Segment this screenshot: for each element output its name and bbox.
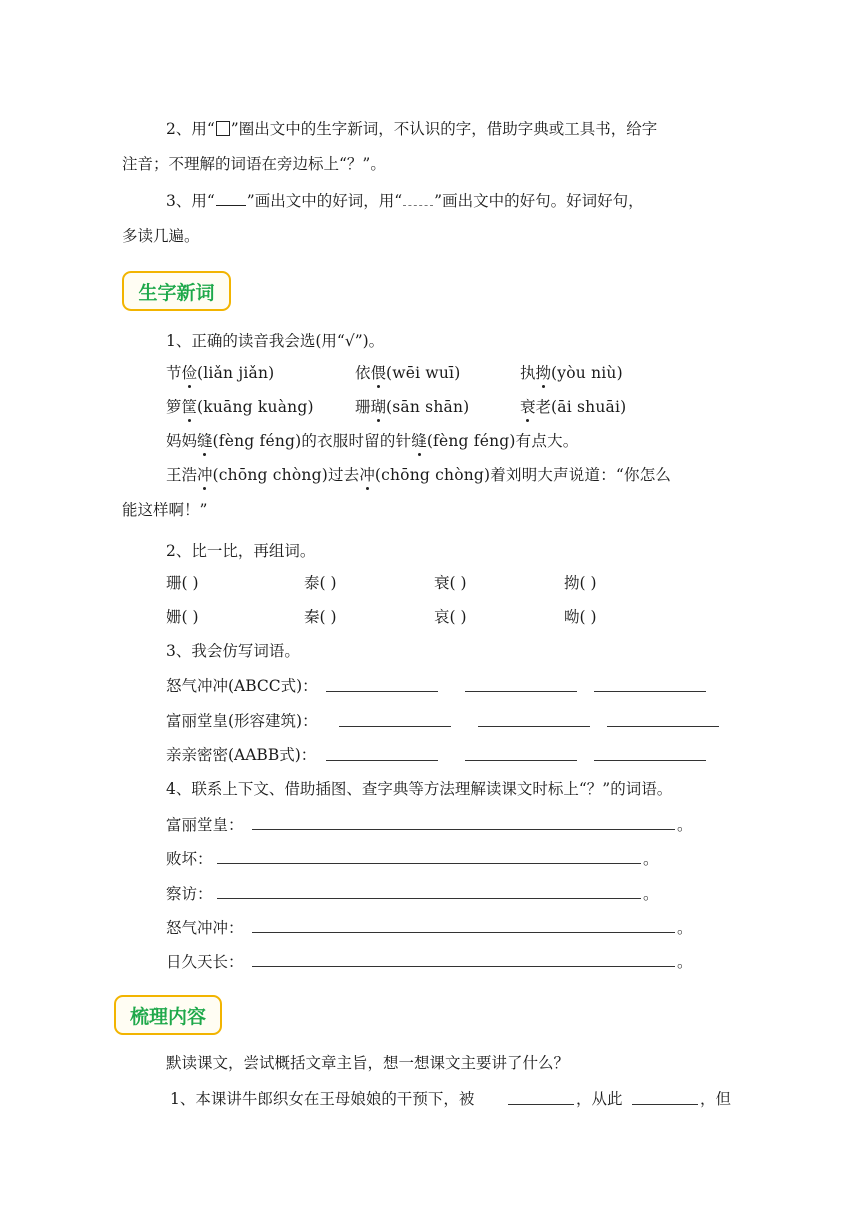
dashed-underline-symbol	[403, 191, 433, 206]
imitate-label: 怒气冲冲(ABCC式)：	[166, 677, 318, 695]
question-1-title: 1、正确的读音我会选(用“√”)。	[166, 332, 385, 350]
pronunciation-item: 箩筐(kuāng kuàng)	[166, 398, 314, 416]
compare-item: 姗( )	[166, 608, 199, 626]
imitate-label: 富丽堂皇(形容建筑)：	[166, 712, 318, 730]
solid-underline-symbol	[216, 191, 246, 206]
instruction-3-line2: 多读几遍。	[122, 227, 200, 245]
answer-blank[interactable]	[632, 1104, 698, 1105]
compare-item: 珊( )	[166, 574, 199, 592]
box-symbol-icon	[216, 121, 230, 136]
pronunciation-item: 依偎(wēi wuī)	[355, 364, 461, 382]
question-2-title: 2、比一比，再组词。	[166, 542, 316, 560]
section2-intro: 默读课文，尝试概括文章主旨，想一想课文主要讲了什么？	[166, 1054, 570, 1072]
compare-item: 泰( )	[304, 574, 337, 592]
compare-item: 衰( )	[434, 574, 467, 592]
period: 。	[677, 919, 693, 937]
question-3-title: 3、我会仿写词语。	[166, 642, 300, 660]
pronunciation-sentence-2-cont: 能这样啊！”	[122, 501, 208, 519]
section-badge-new-words: 生字新词	[122, 271, 231, 311]
answer-blank[interactable]	[465, 691, 577, 692]
pronunciation-sentence-1: 妈妈缝(fèng féng)的衣服时留的针缝(fèng féng)有点大。	[166, 432, 579, 450]
answer-blank[interactable]	[252, 932, 675, 933]
pronunciation-sentence-2: 王浩冲(chōng chòng)过去冲(chōng chòng)着刘明大声说道：“你怎么	[166, 466, 672, 484]
section2-question-1: 1、本课讲牛郎织女在王母娘娘的干预下，被	[170, 1090, 475, 1108]
period: 。	[643, 850, 659, 868]
answer-blank[interactable]	[594, 691, 706, 692]
answer-blank[interactable]	[478, 726, 590, 727]
answer-blank[interactable]	[594, 760, 706, 761]
period: 。	[677, 816, 693, 834]
compare-item: 秦( )	[304, 608, 337, 626]
explain-label: 察访：	[166, 885, 213, 903]
answer-blank[interactable]	[607, 726, 719, 727]
compare-item: 哀( )	[434, 608, 467, 626]
answer-blank[interactable]	[217, 863, 641, 864]
compare-item: 呦( )	[564, 608, 597, 626]
section2-question-1-cont: ，从此	[576, 1090, 623, 1108]
section-badge-content: 梳理内容	[114, 995, 222, 1035]
pronunciation-item: 执拗(yòu niù)	[520, 364, 623, 382]
answer-blank[interactable]	[326, 691, 438, 692]
explain-label: 日久天长：	[166, 953, 244, 971]
explain-label: 怒气冲冲：	[166, 919, 244, 937]
answer-blank[interactable]	[252, 829, 675, 830]
answer-blank[interactable]	[339, 726, 451, 727]
answer-blank[interactable]	[217, 898, 641, 899]
explain-label: 败坏：	[166, 850, 213, 868]
answer-blank[interactable]	[252, 966, 675, 967]
pronunciation-item: 衰老(āi shuāi)	[520, 398, 627, 416]
period: 。	[677, 953, 693, 971]
instruction-2-line2: 注音；不理解的词语在旁边标上“？”。	[122, 155, 386, 173]
pronunciation-item: 节俭(liǎn jiǎn)	[166, 364, 275, 382]
instruction-3-line1: 3、用“ ”画出文中的好词，用“ ”画出文中的好句。好词好句，	[166, 192, 644, 210]
answer-blank[interactable]	[326, 760, 438, 761]
section2-question-1-end: ，但	[700, 1090, 732, 1108]
question-4-title: 4、联系上下文、借助插图、查字典等方法理解读课文时标上“？”的词语。	[166, 780, 673, 798]
period: 。	[643, 885, 659, 903]
compare-item: 拗( )	[564, 574, 597, 592]
pronunciation-item: 珊瑚(sān shān)	[355, 398, 470, 416]
answer-blank[interactable]	[508, 1104, 574, 1105]
imitate-label: 亲亲密密(AABB式)：	[166, 746, 317, 764]
explain-label: 富丽堂皇：	[166, 816, 244, 834]
answer-blank[interactable]	[465, 760, 577, 761]
instruction-2-line1: 2、用“ ”圈出文中的生字新词，不认识的字，借助字典或工具书，给字	[166, 120, 658, 138]
